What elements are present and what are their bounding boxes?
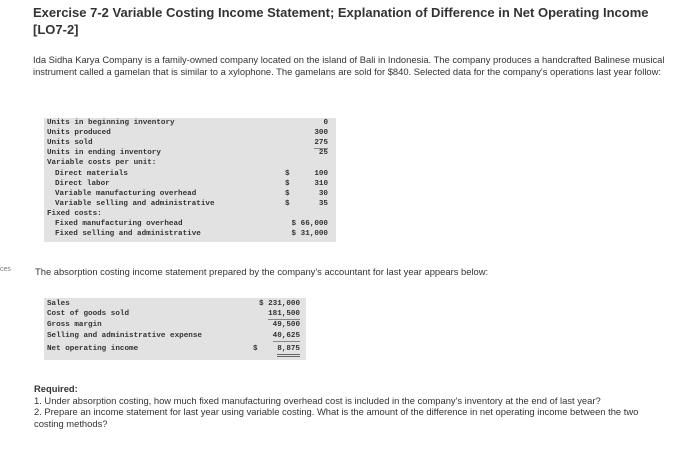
row-label: Units produced — [47, 129, 111, 137]
row-value: $ 66,000 — [291, 220, 328, 228]
row-value: 300 — [314, 129, 328, 137]
row-label: Units in ending inventory — [47, 149, 161, 157]
table-row — [44, 320, 306, 330]
row-dollar-sign: $ — [285, 200, 290, 208]
table-row — [44, 169, 336, 179]
table-row — [44, 118, 336, 128]
table-row — [44, 138, 336, 148]
row-value: 40,625 — [272, 332, 300, 340]
row-value: $ 31,000 — [291, 230, 328, 238]
row-label: Units in beginning inventory — [47, 119, 175, 127]
row-label: Direct labor — [55, 180, 110, 188]
required-heading: Required: — [34, 383, 78, 394]
row-value: 30 — [318, 190, 328, 198]
row-value: $ 231,000 — [258, 300, 300, 308]
exercise-title: Exercise 7-2 Variable Costing Income Statement; Explanation of Difference in Net Operating Income [LO7-2] — [33, 5, 649, 37]
row-label: Cost of goods sold — [47, 310, 130, 318]
row-label: Fixed manufacturing overhead — [55, 220, 183, 228]
row-value: 25 — [318, 149, 328, 157]
row-label: Sales — [47, 300, 70, 308]
row-label: Selling and administrative expense — [47, 332, 202, 340]
table-row — [44, 128, 336, 138]
row-value: 8,875 — [277, 344, 300, 357]
row-label: Gross margin — [47, 321, 102, 329]
row-dollar-sign: $ — [253, 345, 258, 353]
table-row — [44, 199, 336, 209]
absorption-statement-intro: The absorption costing income statement prepared by the company's accountant for last year appears below: — [35, 266, 489, 277]
row-value: 35 — [318, 200, 328, 208]
row-value: 100 — [314, 170, 328, 178]
required-section — [34, 383, 664, 429]
row-value: 49,500 — [272, 321, 300, 329]
table-row — [44, 179, 336, 189]
table-row — [44, 209, 336, 219]
table-row — [44, 331, 306, 341]
table-row — [44, 309, 306, 319]
table-row — [44, 148, 336, 158]
table-row — [44, 219, 336, 229]
intro-paragraph: Ida Sidha Karya Company is a family-owned company located on the island of Bali in Indonesia. The company produces a handcrafted Balinese musical instrument called a gamelan that is similar to a xylophone. The gamelans are sold for $840. Selected data for the company's operations last year follow: — [33, 54, 665, 77]
row-label: Units sold — [47, 139, 93, 147]
row-dollar-sign: $ — [285, 170, 290, 178]
row-value: 310 — [314, 180, 328, 188]
row-label: Fixed costs: — [47, 210, 102, 218]
required-question-2: 2. Prepare an income statement for last year using variable costing. What is the amount of the difference in net operating income between the two costing methods? — [34, 406, 639, 429]
row-value: 181,500 — [268, 310, 300, 318]
row-label: Variable costs per unit: — [47, 159, 157, 167]
row-value: 275 — [314, 139, 328, 147]
required-question-1: 1. Under absorption costing, how much fixed manufacturing overhead cost is included in the company's inventory at the end of last year? — [34, 394, 601, 406]
table-row — [44, 158, 336, 168]
table-row — [44, 299, 306, 309]
table-row — [44, 344, 306, 354]
sidebar-tab-label[interactable]: ces — [0, 266, 11, 273]
operations-data-table — [44, 118, 336, 242]
row-value: 0 — [323, 119, 328, 127]
table-row — [44, 229, 336, 239]
table-row — [44, 189, 336, 199]
row-label: Variable selling and administrative — [55, 200, 215, 208]
row-label: Net operating income — [47, 345, 139, 353]
row-label: Fixed selling and administrative — [55, 230, 201, 238]
row-dollar-sign: $ — [285, 190, 290, 198]
row-label: Variable manufacturing overhead — [55, 190, 197, 198]
row-dollar-sign: $ — [285, 180, 290, 188]
absorption-income-statement-table — [44, 298, 306, 360]
row-label: Direct materials — [55, 170, 128, 178]
